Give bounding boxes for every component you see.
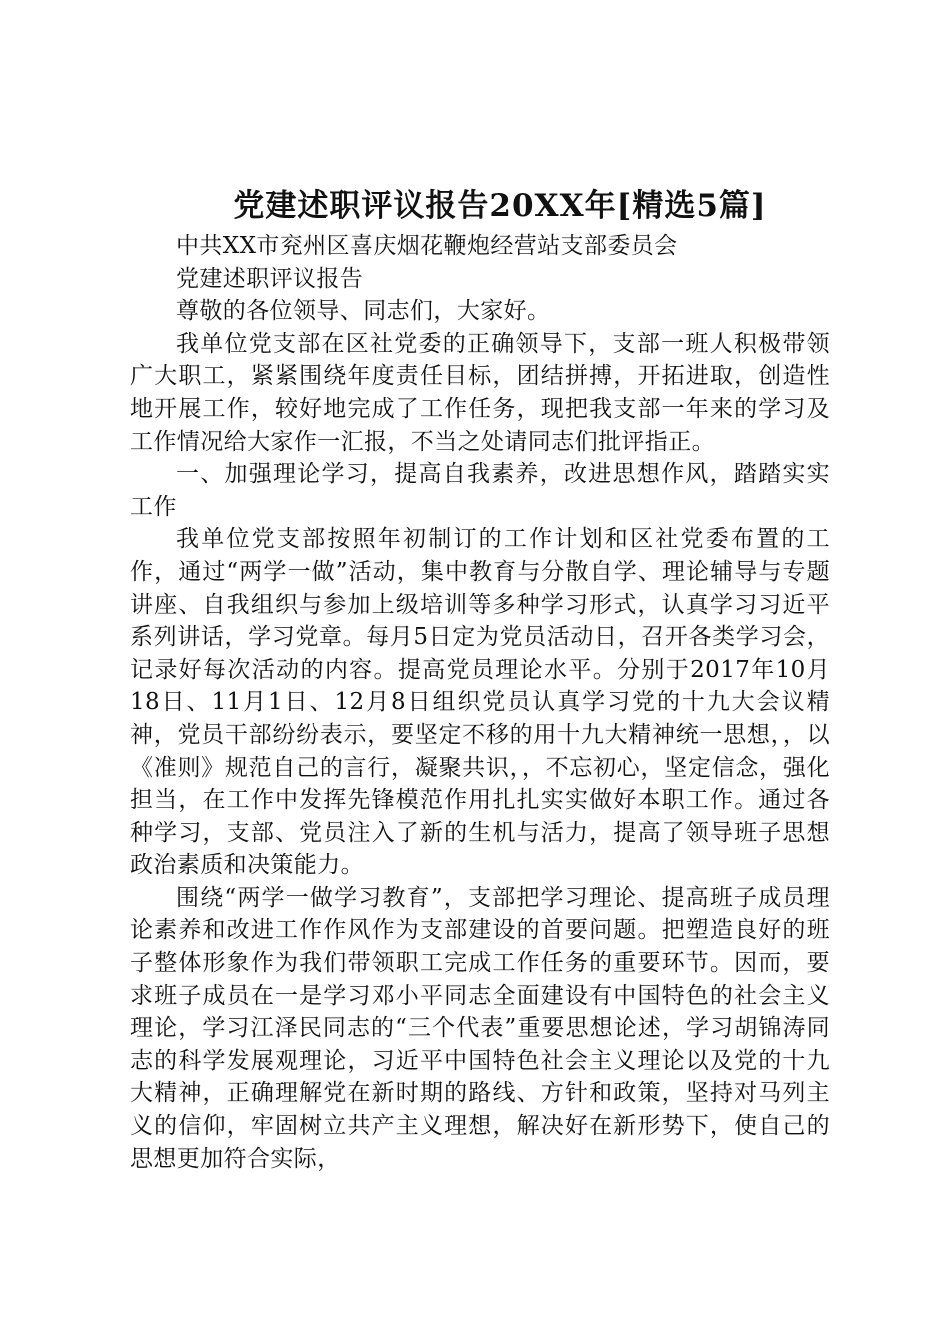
document-title: 党建述职评议报告20XX年[精选5篇] bbox=[233, 188, 767, 224]
greeting-paragraph: 尊敬的各位领导、同志们，大家好。 bbox=[176, 298, 551, 325]
intro-paragraph: 我单位党支部在区社党委的正确领导下，支部一班人积极带领广大职工，紧紧围绕年度责任目标，团结拼搏，开拓进取，创造性地开展工作，较好地完成了工作任务，现把我支部一年来的学习及工作情况给大家作一汇报，不当之处请同志们批评指正。 bbox=[130, 330, 830, 455]
body-paragraph-1: 我单位党支部按照年初制订的工作计划和区社党委布置的工作，通过“两学一做”活动，集中教育与分散自学、理论辅导与专题讲座、自我组织与参加上级培训等多种学习形式，认真学习习近平系列讲话，学习党章。每月5日定为党员活动日，召开各类学习会，记录好每次活动的内容。提高党员理论水平。分别于2017年10月18日、11月1日、12月8日组织党员认真学习党的十九大会议精神，党员干部纷纷表示，要坚定不移的用十九大精神统一思想，，以《准则》规范自己的言行，凝聚共识，，不忘初心，坚定信念，强化担当，在工作中发挥先锋模范作用扎扎实实做好本职工作。通过各种学习，支部、党员注入了新的生机与活力，提高了领导班子思想政治素质和决策能力。 bbox=[130, 526, 830, 879]
report-subtitle: 党建述职评议报告 bbox=[176, 265, 364, 292]
organization-line: 中共XX市兖州区喜庆烟花鞭炮经营站支部委员会 bbox=[176, 233, 678, 259]
document-page bbox=[130, 186, 830, 1175]
section-heading-1: 一、加强理论学习，提高自我素养，改进思想作风，踏踏实实工作 bbox=[130, 461, 830, 520]
body-paragraph-2: 围绕“两学一做学习教育”，支部把学习理论、提高班子成员理论素养和改进工作作风作为支部建设的首要问题。把塑造良好的班子整体形象作为我们带领职工完成工作任务的重要环节。因而，要求班子成员在一是学习邓小平同志全面建设有中国特色的社会主义理论，学习江泽民同志的“三个代表”重要思想论述，学习胡锦涛同志的科学发展观理论，习近平中国特色社会主义理论以及党的十九大精神，正确理解党在新时期的路线、方针和政策，坚持对马列主义的信仰，牢固树立共产主义理想，解决好在新形势下，使自己的思想更加符合实际， bbox=[130, 884, 830, 1172]
